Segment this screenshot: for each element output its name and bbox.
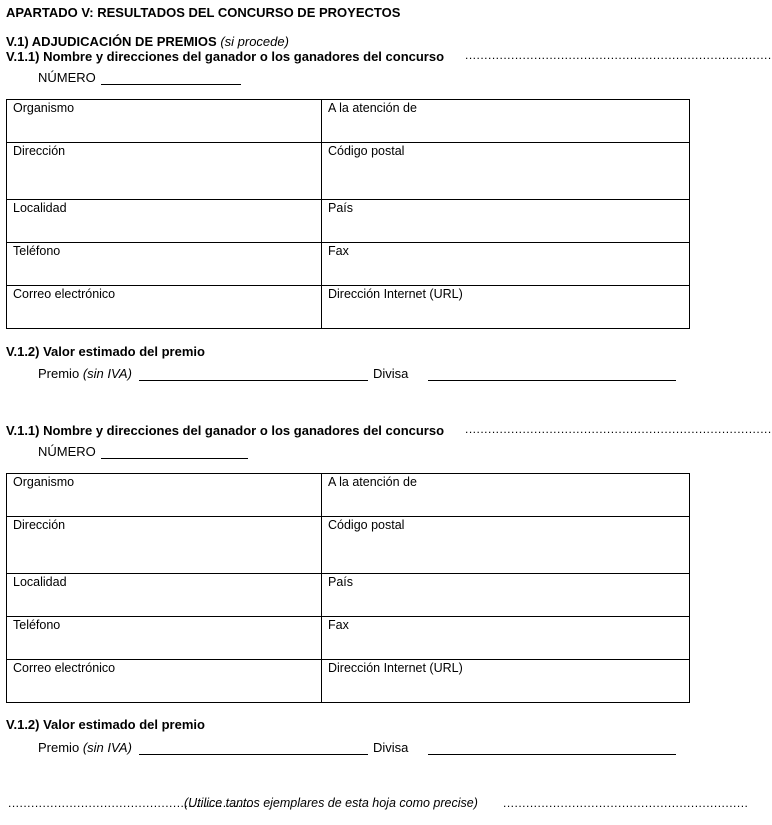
telefono-label: Teléfono bbox=[13, 244, 61, 258]
section-title: APARTADO V: RESULTADOS DEL CONCURSO DE PROYECTOS bbox=[6, 5, 401, 20]
direccion-label: Dirección bbox=[13, 518, 66, 532]
organismo-label: Organismo bbox=[13, 101, 75, 115]
pais-label: País bbox=[328, 575, 354, 589]
codigo-postal-cell-2[interactable] bbox=[322, 517, 690, 574]
sin-iva-text: (sin IVA) bbox=[82, 366, 132, 381]
numero-label-2: NÚMERO bbox=[38, 444, 96, 459]
localidad-label: Localidad bbox=[13, 575, 67, 589]
localidad-label: Localidad bbox=[13, 201, 67, 215]
url-label: Dirección Internet (URL) bbox=[328, 661, 463, 675]
telefono-cell-2[interactable] bbox=[7, 617, 322, 660]
divisa-label-2: Divisa bbox=[373, 740, 409, 755]
premio-text: Premio bbox=[38, 366, 80, 381]
contact-table-2 bbox=[6, 473, 690, 703]
winner-heading-1: V.1.1) Nombre y direcciones del ganador o los ganadores del concurso bbox=[6, 49, 445, 64]
url-label: Dirección Internet (URL) bbox=[328, 287, 463, 301]
organismo-cell-1[interactable] bbox=[7, 100, 322, 143]
pais-cell-2[interactable] bbox=[322, 574, 690, 617]
telefono-cell-1[interactable] bbox=[7, 243, 322, 286]
atencion-cell-1[interactable] bbox=[322, 100, 690, 143]
codigo-postal-label: Código postal bbox=[328, 518, 405, 532]
numero-field-2[interactable] bbox=[101, 458, 248, 459]
premio-label-1 bbox=[38, 366, 132, 381]
value-heading-2: V.1.2) Valor estimado del premio bbox=[6, 717, 205, 732]
value-heading-1: V.1.2) Valor estimado del premio bbox=[6, 344, 205, 359]
codigo-postal-cell-1[interactable] bbox=[322, 143, 690, 200]
winner-heading-2: V.1.1) Nombre y direcciones del ganador o los ganadores del concurso bbox=[6, 423, 445, 438]
atencion-label: A la atención de bbox=[328, 101, 417, 115]
telefono-label: Teléfono bbox=[13, 618, 61, 632]
correo-cell-2[interactable] bbox=[7, 660, 322, 703]
footer-leader-right: ................................................................ bbox=[503, 796, 749, 810]
codigo-postal-label: Código postal bbox=[328, 144, 405, 158]
numero-label-1: NÚMERO bbox=[38, 70, 96, 85]
awards-title-note: (si procede) bbox=[220, 34, 289, 49]
atencion-label: A la atención de bbox=[328, 475, 417, 489]
winner-heading-1-leader: ................................................................................ bbox=[465, 48, 772, 62]
organismo-label: Organismo bbox=[13, 475, 75, 489]
fax-label: Fax bbox=[328, 244, 349, 258]
pais-label: País bbox=[328, 201, 354, 215]
organismo-cell-2[interactable] bbox=[7, 474, 322, 517]
atencion-cell-2[interactable] bbox=[322, 474, 690, 517]
direccion-cell-2[interactable] bbox=[7, 517, 322, 574]
winner-heading-2-leader: ................................................................................ bbox=[465, 422, 772, 436]
fax-cell-2[interactable] bbox=[322, 617, 690, 660]
premio-text: Premio bbox=[38, 740, 80, 755]
localidad-cell-2[interactable] bbox=[7, 574, 322, 617]
awards-heading bbox=[6, 34, 289, 49]
footer-leader-left: ................................................................ bbox=[8, 796, 254, 810]
fax-cell-1[interactable] bbox=[322, 243, 690, 286]
direccion-cell-1[interactable] bbox=[7, 143, 322, 200]
footer-note: (Utilice tantos ejemplares de esta hoja como precise) bbox=[184, 796, 478, 810]
awards-title: V.1) ADJUDICACIÓN DE PREMIOS bbox=[6, 34, 217, 49]
divisa-label-1: Divisa bbox=[373, 366, 409, 381]
correo-label: Correo electrónico bbox=[13, 287, 116, 301]
localidad-cell-1[interactable] bbox=[7, 200, 322, 243]
numero-field-1[interactable] bbox=[101, 84, 241, 85]
direccion-label: Dirección bbox=[13, 144, 66, 158]
premio-field-1[interactable] bbox=[139, 380, 368, 381]
sin-iva-text: (sin IVA) bbox=[82, 740, 132, 755]
url-cell-2[interactable] bbox=[322, 660, 690, 703]
contact-table-1 bbox=[6, 99, 690, 329]
fax-label: Fax bbox=[328, 618, 349, 632]
divisa-field-1[interactable] bbox=[428, 380, 676, 381]
url-cell-1[interactable] bbox=[322, 286, 690, 329]
premio-label-2 bbox=[38, 740, 132, 755]
correo-label: Correo electrónico bbox=[13, 661, 116, 675]
pais-cell-1[interactable] bbox=[322, 200, 690, 243]
premio-field-2[interactable] bbox=[139, 754, 368, 755]
correo-cell-1[interactable] bbox=[7, 286, 322, 329]
divisa-field-2[interactable] bbox=[428, 754, 676, 755]
